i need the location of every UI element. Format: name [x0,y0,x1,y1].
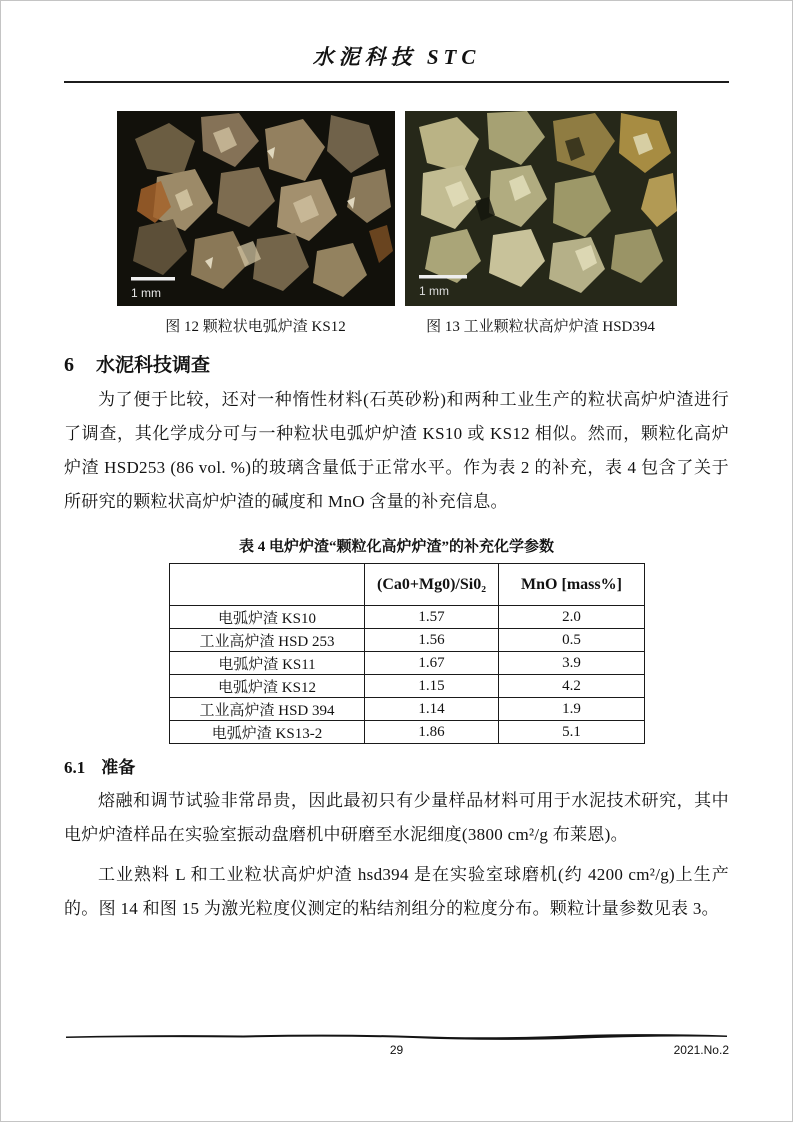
cell-sample: 工业高炉渣 HSD 394 [170,698,365,721]
cell-sample: 工业高炉渣 HSD 253 [170,629,365,652]
figure-12 [117,111,395,336]
table-row [170,629,645,652]
scale-bar [419,275,467,279]
table-header-empty [170,564,365,606]
issue-number: 2021.No.2 [673,1043,729,1057]
figure-13 [405,111,677,336]
cell-mno: 1.9 [499,698,645,721]
figure-image-ks12 [117,111,395,306]
scale-bar-label: 1 mm [418,284,449,298]
paragraph-1: 为了便于比较，还对一种惰性材料(石英砂粉)和两种工业生产的粒状高炉炉渣进行了调查，其化学成分可与一种粒状电弧炉炉渣 KS10 或 KS12 相似。然而，颗粒化高炉炉渣 HSD253 (86 vol. %)的玻璃含量低于正常水平。作为表 2 的补充，表 4 包含了关于所研究的颗粒状高炉炉渣的碱度和 MnO 含量的补充信息。 [64,390,729,511]
section-heading-6-1 [64,753,729,778]
subsection-number: 6.1 [64,758,86,777]
footer-row [64,1043,729,1059]
figure-image-hsd394 [405,111,677,306]
figure-13-caption: 图 13 工业颗粒状高炉炉渣 HSD394 [426,319,655,335]
cell-ratio: 1.86 [365,721,499,744]
table-header-ratio: (Ca0+Mg0)/Si0₂ [365,564,499,606]
table-4-caption: 表 4 电炉炉渣“颗粒化高炉炉渣”的补充化学参数 [238,539,554,555]
figure-12-caption: 图 12 颗粒状电弧炉渣 KS12 [165,319,346,335]
table-header-row [170,564,645,606]
paragraph-2: 熔融和调节试验非常昂贵，因此最初只有少量样品材料可用于水泥技术研究，其中电炉炉渣样品在实验室振动盘磨机中研磨至水泥细度(3800 cm²/g 布莱恩)。 [64,791,729,844]
table-row [170,721,645,744]
table-4 [169,563,645,744]
cell-mno: 4.2 [499,675,645,698]
section-number: 6 [64,354,74,376]
cell-sample: 电弧炉渣 KS11 [170,652,365,675]
section-heading-6 [64,350,729,377]
cell-ratio: 1.15 [365,675,499,698]
cell-mno: 2.0 [499,606,645,629]
cell-sample: 电弧炉渣 KS13-2 [170,721,365,744]
journal-title: 水泥科技 STC [312,45,481,69]
cell-ratio: 1.67 [365,652,499,675]
cell-mno: 5.1 [499,721,645,744]
table-row [170,698,645,721]
table-row [170,606,645,629]
cell-mno: 0.5 [499,629,645,652]
cell-sample: 电弧炉渣 KS10 [170,606,365,629]
cell-mno: 3.9 [499,652,645,675]
page-number: 29 [389,1043,404,1057]
cell-ratio: 1.56 [365,629,499,652]
cell-ratio: 1.14 [365,698,499,721]
cell-sample: 电弧炉渣 KS12 [170,675,365,698]
subsection-title: 准备 [101,758,136,777]
scale-bar [131,277,175,281]
cell-ratio: 1.57 [365,606,499,629]
page-footer [64,1032,729,1059]
table-row [170,652,645,675]
table-row [170,675,645,698]
header-rule [64,81,729,83]
page-header [64,1,729,83]
paragraph-3: 工业熟料 L 和工业粒状高炉炉渣 hsd394 是在实验室球磨机(约 4200 cm²/g)上生产的。图 14 和图 15 为激光粒度仪测定的粘结剂组分的粒度分布。颗粒计量参数见表 3。 [64,865,729,918]
table-header-mno: MnO [mass%] [499,564,645,606]
footer-rule [64,1032,729,1041]
figures-row [64,111,729,336]
section-title: 水泥科技调查 [96,355,211,376]
scale-bar-label: 1 mm [130,286,161,300]
